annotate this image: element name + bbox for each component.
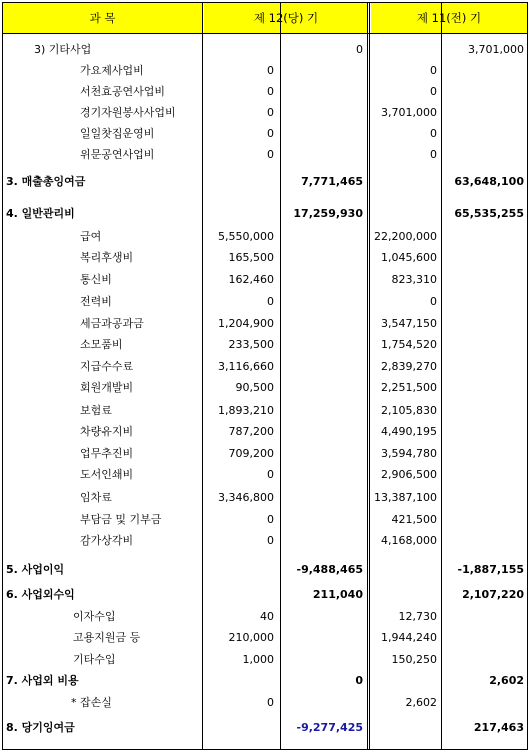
table-row <box>3 627 527 649</box>
row-label: 보험료 <box>80 404 112 417</box>
current-total-amount: 7,771,465 <box>301 175 363 188</box>
current-total-amount: -9,488,465 <box>296 563 363 576</box>
table-row <box>3 584 527 606</box>
row-label: 8. 당기잉여금 <box>6 721 75 734</box>
prior-detail-amount: 1,944,240 <box>381 631 437 644</box>
current-detail-amount: 162,460 <box>228 273 274 286</box>
table-row <box>3 464 527 486</box>
table-row <box>3 123 527 145</box>
current-detail-amount: 90,500 <box>235 381 274 394</box>
prior-detail-amount: 1,754,520 <box>381 338 437 351</box>
table-row <box>3 692 527 714</box>
current-detail-amount: 0 <box>267 513 274 526</box>
prior-detail-amount: 12,730 <box>398 610 437 623</box>
row-label: 3) 기타사업 <box>34 43 92 56</box>
prior-detail-amount: 0 <box>430 64 437 77</box>
current-detail-amount: 0 <box>267 64 274 77</box>
current-detail-amount: 1,893,210 <box>218 404 274 417</box>
prior-total-amount: -1,887,155 <box>457 563 524 576</box>
table-row <box>3 717 527 739</box>
prior-total-amount: 65,535,255 <box>454 207 524 220</box>
prior-total-amount: 63,648,100 <box>454 175 524 188</box>
table-row <box>3 649 527 671</box>
current-detail-amount: 0 <box>267 534 274 547</box>
current-detail-amount: 3,346,800 <box>218 491 274 504</box>
table-row <box>3 559 527 581</box>
current-total-amount: 17,259,930 <box>293 207 363 220</box>
table-row <box>3 102 527 124</box>
table-row <box>3 171 527 193</box>
prior-detail-amount: 2,251,500 <box>381 381 437 394</box>
row-label: 업무추진비 <box>80 447 134 460</box>
row-label: 도서인쇄비 <box>80 468 134 481</box>
row-label: 회원개발비 <box>80 381 134 394</box>
table-row <box>3 203 527 225</box>
current-detail-amount: 0 <box>267 295 274 308</box>
prior-detail-amount: 823,310 <box>391 273 437 286</box>
current-detail-amount: 5,550,000 <box>218 230 274 243</box>
table-row <box>3 334 527 356</box>
prior-detail-amount: 0 <box>430 148 437 161</box>
row-label: 위문공연사업비 <box>80 148 155 161</box>
row-label: 일일찻집운영비 <box>80 127 155 140</box>
row-label: 기타수입 <box>73 653 116 666</box>
row-label: 통신비 <box>80 273 112 286</box>
header-prior-period: 제 11(전) 기 <box>371 3 527 33</box>
prior-detail-amount: 150,250 <box>391 653 437 666</box>
table-row <box>3 313 527 335</box>
header-subject: 과 목 <box>3 3 202 33</box>
current-detail-amount: 0 <box>267 106 274 119</box>
table-row <box>3 670 527 692</box>
prior-detail-amount: 0 <box>430 85 437 98</box>
table-row <box>3 269 527 291</box>
row-label: * 잡손실 <box>71 696 112 709</box>
table-row <box>3 291 527 313</box>
current-total-amount: 0 <box>355 674 363 687</box>
row-label: 세금과공과금 <box>80 317 144 330</box>
prior-detail-amount: 2,105,830 <box>381 404 437 417</box>
row-label: 차량유지비 <box>80 425 134 438</box>
current-total-amount: 0 <box>356 43 363 56</box>
current-detail-amount: 0 <box>267 468 274 481</box>
prior-detail-amount: 2,906,500 <box>381 468 437 481</box>
prior-detail-amount: 4,490,195 <box>381 425 437 438</box>
row-label: 전력비 <box>80 295 112 308</box>
table-row <box>3 487 527 509</box>
prior-detail-amount: 0 <box>430 295 437 308</box>
table-row <box>3 606 527 628</box>
row-label: 소모품비 <box>80 338 123 351</box>
row-label: 부담금 및 기부금 <box>80 513 162 526</box>
row-label: 급여 <box>80 230 102 243</box>
table-row <box>3 226 527 248</box>
prior-detail-amount: 22,200,000 <box>374 230 437 243</box>
row-label: 서천효공연사업비 <box>80 85 166 98</box>
current-detail-amount: 0 <box>267 127 274 140</box>
row-label: 고용지원금 등 <box>73 631 141 644</box>
table-row <box>3 144 527 166</box>
current-detail-amount: 709,200 <box>228 447 274 460</box>
row-label: 이자수입 <box>73 610 116 623</box>
prior-detail-amount: 3,701,000 <box>381 106 437 119</box>
prior-total-amount: 2,107,220 <box>462 588 524 601</box>
prior-detail-amount: 3,594,780 <box>381 447 437 460</box>
table-row <box>3 421 527 443</box>
current-detail-amount: 1,204,900 <box>218 317 274 330</box>
prior-detail-amount: 2,602 <box>405 696 437 709</box>
row-label: 5. 사업이익 <box>6 563 65 576</box>
row-label: 경기자원봉사사업비 <box>80 106 176 119</box>
table-row <box>3 39 527 61</box>
table-row <box>3 356 527 378</box>
row-label: 4. 일반관리비 <box>6 207 75 220</box>
header-current-period: 제 12(당) 기 <box>204 3 368 33</box>
current-detail-amount: 233,500 <box>228 338 274 351</box>
row-label: 임차료 <box>80 491 112 504</box>
row-label: 가요제사업비 <box>80 64 144 77</box>
prior-total-amount: 3,701,000 <box>468 43 524 56</box>
current-detail-amount: 0 <box>267 85 274 98</box>
current-detail-amount: 165,500 <box>228 251 274 264</box>
prior-detail-amount: 2,839,270 <box>381 360 437 373</box>
row-label: 지급수수료 <box>80 360 134 373</box>
prior-total-amount: 217,463 <box>473 721 524 734</box>
current-detail-amount: 3,116,660 <box>218 360 274 373</box>
table-row <box>3 400 527 422</box>
prior-detail-amount: 0 <box>430 127 437 140</box>
row-label: 감가상각비 <box>80 534 134 547</box>
prior-detail-amount: 3,547,150 <box>381 317 437 330</box>
financial-statement-table <box>2 2 528 750</box>
current-detail-amount: 1,000 <box>242 653 274 666</box>
current-detail-amount: 40 <box>260 610 274 623</box>
table-row <box>3 530 527 552</box>
prior-detail-amount: 421,500 <box>391 513 437 526</box>
row-label: 6. 사업외수익 <box>6 588 75 601</box>
table-row <box>3 81 527 103</box>
table-row <box>3 377 527 399</box>
row-label: 7. 사업외 비용 <box>6 674 79 687</box>
current-detail-amount: 0 <box>267 148 274 161</box>
table-row <box>3 509 527 531</box>
table-header <box>3 3 527 34</box>
prior-detail-amount: 4,168,000 <box>381 534 437 547</box>
current-total-amount: -9,277,425 <box>296 721 363 734</box>
current-detail-amount: 787,200 <box>228 425 274 438</box>
prior-total-amount: 2,602 <box>489 674 524 687</box>
table-row <box>3 443 527 465</box>
current-detail-amount: 210,000 <box>228 631 274 644</box>
row-label: 3. 매출총잉여금 <box>6 175 86 188</box>
current-detail-amount: 0 <box>267 696 274 709</box>
prior-detail-amount: 1,045,600 <box>381 251 437 264</box>
row-label: 복리후생비 <box>80 251 134 264</box>
table-row <box>3 60 527 82</box>
table-row <box>3 247 527 269</box>
prior-detail-amount: 13,387,100 <box>374 491 437 504</box>
current-total-amount: 211,040 <box>312 588 363 601</box>
